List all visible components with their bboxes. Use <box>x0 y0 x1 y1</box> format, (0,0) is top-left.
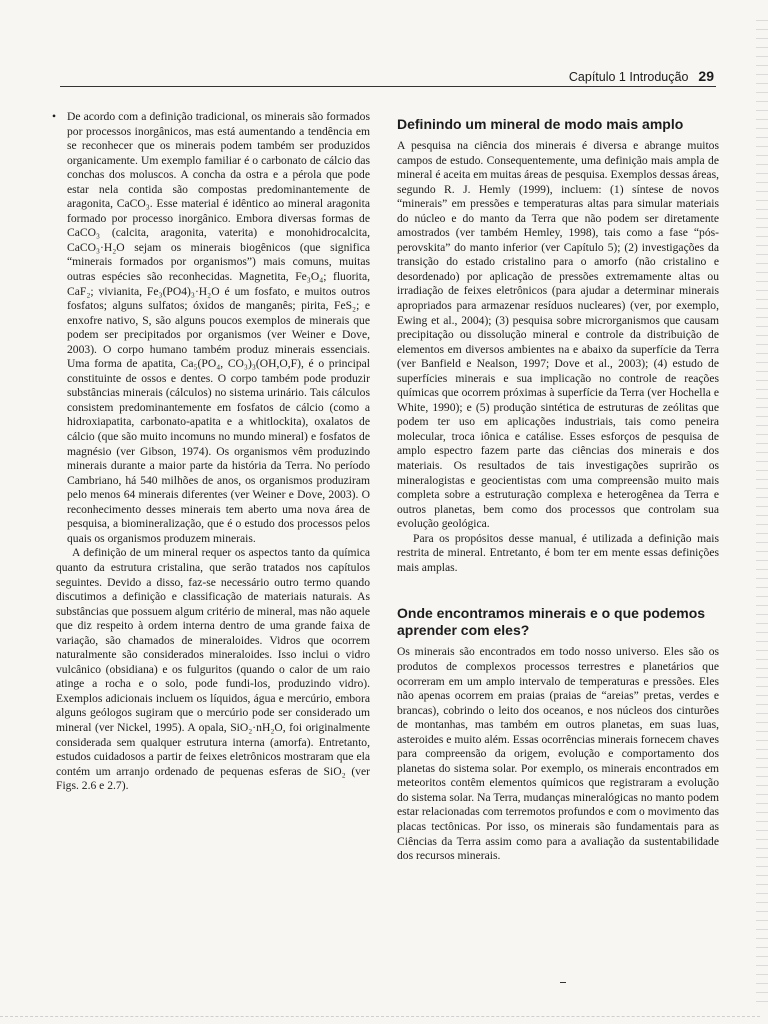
section-heading-where-minerals: Onde encontramos minerais e o que podemos aprender com eles? <box>397 605 706 639</box>
paragraph-text: De acordo com a definição tradicional, os minerais são formados por processos inorgânicos, mas está aumentando a tendência em se reconhecer que os minerais podem também ser produzidos organicamente. Um exemplo familiar é o carbonato de cálcio das conchas dos moluscos. A concha da ostra e a pérola que pode estar nela contida são compostas predominantemente de aragonita, CaCO₃. Esse material é idêntico ao mineral aragonita formado por processo inorgânico. Embora diversas formas de CaCO₃ (calcita, aragonita, vaterita) e monohidrocalcita, CaCO₃·H₂O sejam os minerais biogênicos (que significa “minerais formados por organismos”) mais comuns, muitas outras espécies são reconhecidas. Magnetita, Fe₃O₄; fluorita, CaF₂; vivianita, Fe₃(PO4)₃·H₂O é um fosfato, e muitos outros fosfatos; alguns sulfatos; óxidos de manganês; pirita, FeS₂; e enxofre nativo, S, são alguns poucos exemplos de minerais que podem ser precipitados por organismos (ver Weiner e Dove, 2003). O corpo humano também produz minerais essenciais. Uma forma de apatita, Ca₅(PO₄, CO₃)₃(OH,O,F), é o principal constituinte de ossos e dentes. O corpo também pode produzir substâncias minerais (cálculos) no sistema urinário. Tais cálculos consistem predominantemente em fosfatos de cálcio (como a hidroxiapatita, carbonato-apatita e a whitlockita), oxalatos de cálcio (que são muito incomuns no mundo mineral) e fosfatos de magnésio (ver Gibson, 1974). Os organismos vêm produzindo minerais durante a maior parte da história da Terra. No período Cambriano, há 540 milhões de anos, os organismos produziram pelo menos 64 minerais diferentes (ver Weiner e Dove, 2003). O reconhecimento desses minerais tem aberto uma nova área de pesquisa, a biomineralização, que é o estudo dos processos pelos quais os organismos produzem minerais. <box>67 110 370 545</box>
running-header <box>60 68 714 84</box>
paragraph-where-minerals: Os minerais são encontrados em todo nosso universo. Eles são os produtos de complexos processos terrestres e planetários que ocorreram em um amplo intervalo de temperaturas e pressões. Eles não apenas ocorrem em praias (praias de “areias” pretas, verdes e brancas), cobrindo o leito dos oceanos, e nos núcleos dos cinturões de montanhas, mas também em outros planetas, em suas luas, asteroides e muito além. Essas ocorrências minerais fornecem chaves para compreensão da origem, evolução e comportamento dos planetas do sistema solar. Por exemplo, os minerais encontrados em meteoritos contêm elementos químicos que registraram a evolução do sistema solar. Na Terra, mudanças mineralógicas no manto podem estar relacionadas com terremotos profundos e com o movimento das placas tectônicas. Por isso, os minerais são fundamentais para as Ciências da Terra assim como para a avaliação da sustentabilidade dos recursos minerais. <box>397 645 719 863</box>
scan-edge-marks <box>756 20 768 1010</box>
bullet-icon: • <box>52 110 57 123</box>
chapter-title: Capítulo 1 Introdução <box>568 70 689 84</box>
header-rule <box>60 86 716 87</box>
footer-dash <box>560 982 566 983</box>
paragraph-mineraloids: A definição de um mineral requer os aspectos tanto da química quanto da estrutura cristalina, que serão tratados nos capítulos seguintes. Devido a disso, faz-se necessário outro termo quando discutimos a definição e classificação de materiais naturais. As substâncias que possuem algum critério de mineral, mas não aquele que diz respeito à ordem interna dentro de uma grande faixa de variação, são chamados de mineraloides. Vidros que ocorrem naturalmente são considerados mineraloides. Isso inclui o vidro vulcânico (obsidiana) e os fulguritos (quando o calor de um raio atinge a rocha e o solo, pode fundi-los, produzindo vidro). Exemplos adicionais incluem os líquidos, água e mercúrio, embora alguns geólogos sugiram que o mercúrio pode ser considerado um mineral (ver Nickel, 1995). A opala, SiO₂·nH₂O, foi originalmente considerada sem qualquer estrutura interna (amorfa). Entretanto, estudos cuidadosos a partir de feixes eletrônicos mostraram que ela contém um arranjo ordenado de pequenas esferas de SiO₂ (ver Figs. 2.6 e 2.7). <box>56 546 370 793</box>
paragraph-restricted-definition: Para os propósitos desse manual, é utilizada a definição mais restrita de mineral. Entretanto, é bom ter em mente essas definições mais amplas. <box>397 531 719 574</box>
section-heading-broad-definition: Definindo um mineral de modo mais amplo <box>397 116 684 132</box>
paragraph-broad-definition: A pesquisa na ciência dos minerais é diversa e abrange muitos campos de estudo. Consequentemente, uma definição mais ampla de mineral é aceita em muitas áreas de pesquisa. Exemplos dessas áreas, segundo R. J. Hemly (1999), incluem: (1) síntese de novos “minerais” em pressões e temperaturas altas para simular materiais do núcleo e do manto da Terra que não podem ser diretamente amostrados (ver também Hemley, 1998), tais como a fase “pós-perovskita” do manto inferior (ver Capítulo 5); (2) investigações da transição do estado cristalino para o amorfo (não cristalino e desordenado) por aplicação de pressões extremamente altas ou irradiação de feixes eletrônicos (para ajudar a determinar minerais apropriados para armazenar resíduos nucleares) (ver, por exemplo, Ewing et al., 2004); (3) pesquisa sobre microrganismos que causam precipitação ou dissolução mineral e controle da distribuição de elementos em diversos ambientes na e abaixo da superfície da Terra (ver Banfield e Nealson, 1997; Dove et al., 2003); (4) estudo de superfícies minerais e sua implicação no controle de reações químicas que ocorrem próximas à superfície da Terra (ver Hochella e White, 1990); e (5) produção sintética de estruturas de zeólitas que podem ter uso em aplicações industriais, tais como peneira molecular, troca iônica e catálise. Esses esforços de pesquisa de amplo espectro fazem parte das ciências dos minerais e dos materiais. Os resultados de tais investigações suprirão os mineralogistas e geocientistas com uma compreensão muito mais completa sobre a estruturação complexa e heterogênea da Terra e outros planetas, bem como dos processos que controlam sua evolução geológica. <box>397 139 719 531</box>
right-column <box>397 112 719 864</box>
scan-bottom-marks <box>0 1016 760 1018</box>
left-column <box>52 110 370 794</box>
page-number: 29 <box>698 68 714 84</box>
bullet-paragraph-biominerals <box>52 110 370 546</box>
